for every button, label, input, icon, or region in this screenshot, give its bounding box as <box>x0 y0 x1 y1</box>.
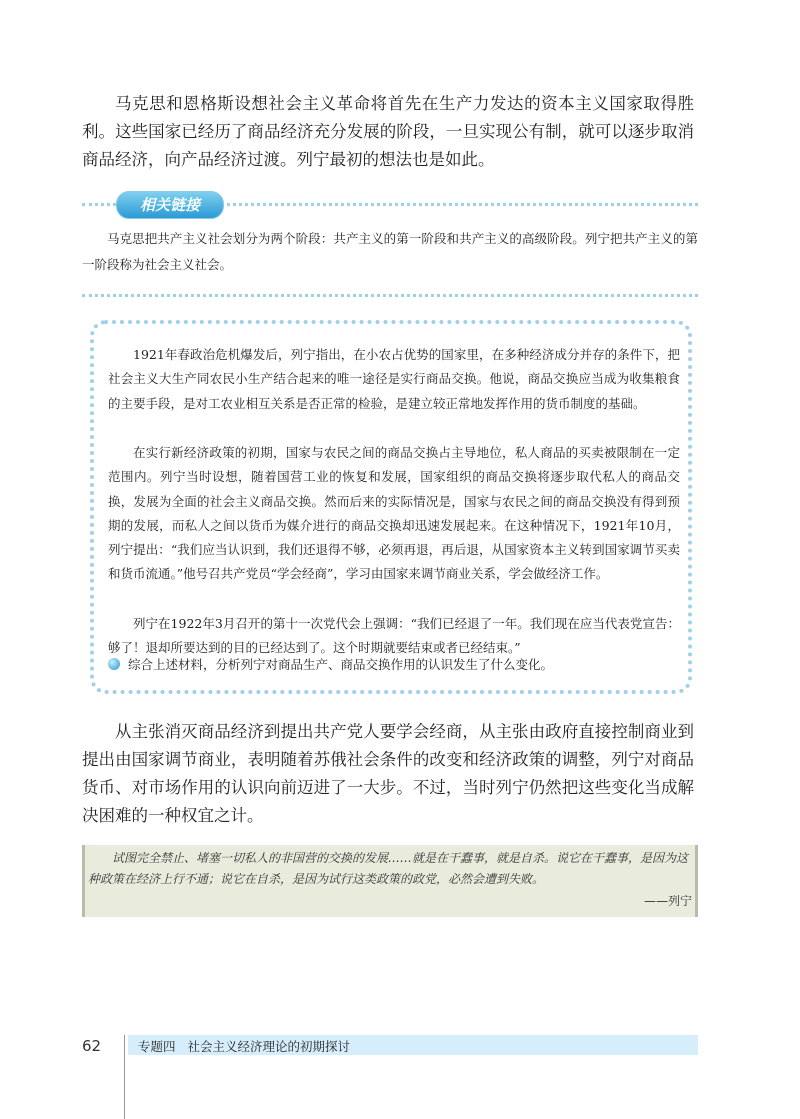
footer-unit: 专题四 <box>138 1039 176 1054</box>
quote-text: 试图完全禁止、堵塞一切私人的非国营的交换的发展……就是在干蠢事，就是自杀。说它在干蠢事，是因为这种政策在经济上行不通；说它在自杀，是因为试行这类政策的政党，必然会遭到失败。 <box>88 851 689 886</box>
material-paragraph: 在实行新经济政策的初期，国家与农民之间的商品交换占主导地位，私人商品的买卖被限制在一定范围内。列宁当时设想，随着国营工业的恢复和发展，国家组织的商品交换将逐步取代私人的商品交换，发展为全面的社会主义商品交换。然而后来的实际情况是，国家与农民之间的商品交换没有得到预期的发展，而私人之间以货币为媒介进行的商品交换却迅速发展起来。在这种情况下，1921年10月，列宁提出：“我们应当认识到，我们还退得不够，必须再退，再后退，从国家资本主义转到国家调节买卖和货币流通。”他号召共产党员“学会经商”，学习由国家来调节商业关系，学会做经济工作。 <box>108 445 680 582</box>
related-link-bottom-divider <box>82 294 698 297</box>
material-paragraph: 列宁在1922年3月召开的第十一次党代会上强调：“我们已经退了一年。我们现在应当代表党宣告：够了！退却所要达到的目的已经达到了。这个时期就要结束或者已经结束。” <box>108 616 680 656</box>
related-link-text: 马克思把共产主义社会划分为两个阶段：共产主义的第一阶段和共产主义的高级阶段。列宁把共产主义的第一阶段称为社会主义社会。 <box>82 231 698 272</box>
footer-divider <box>124 1035 125 1119</box>
bullet-icon <box>108 658 120 670</box>
intro-paragraph: 马克思和恩格斯设想社会主义革命将首先在生产力发达的资本主义国家取得胜利。这些国家已经历了商品经济充分发展的阶段，一旦实现公有制，就可以逐步取消商品经济，向产品经济过渡。列宁最初的想法也是如此。 <box>82 94 694 169</box>
question-text: 综合上述材料，分析列宁对商品生产、商品交换作用的认识发生了什么变化。 <box>128 657 554 672</box>
page-number: 62 <box>82 1037 102 1055</box>
footer-label <box>138 1037 350 1055</box>
summary-paragraph: 从主张消灭商品经济到提出共产党人要学会经商，从主张由政府直接控制商业到提出由国家调节商业，表明随着苏俄社会条件的改变和经济政策的调整，列宁对商品货币、对市场作用的认识向前迈进了一大步。不过，当时列宁仍然把这些变化当成解决困难的一种权宜之计。 <box>82 722 694 825</box>
related-link-tag: 相关链接 <box>116 191 224 219</box>
material-paragraph: 1921年春政治危机爆发后，列宁指出，在小农占优势的国家里，在多种经济成分并存的条件下，把社会主义大生产同农民小生产结合起来的唯一途径是实行商品交换。他说，商品交换应当成为收集粮食的主要手段，是对工农业相互关系是否正常的检验，是建立较正常地发挥作用的货币制度的基础。 <box>108 347 680 411</box>
material-question <box>108 654 680 676</box>
footer-title: 社会主义经济理论的初期探讨 <box>187 1039 351 1054</box>
quote-author: ——列宁 <box>643 894 692 908</box>
